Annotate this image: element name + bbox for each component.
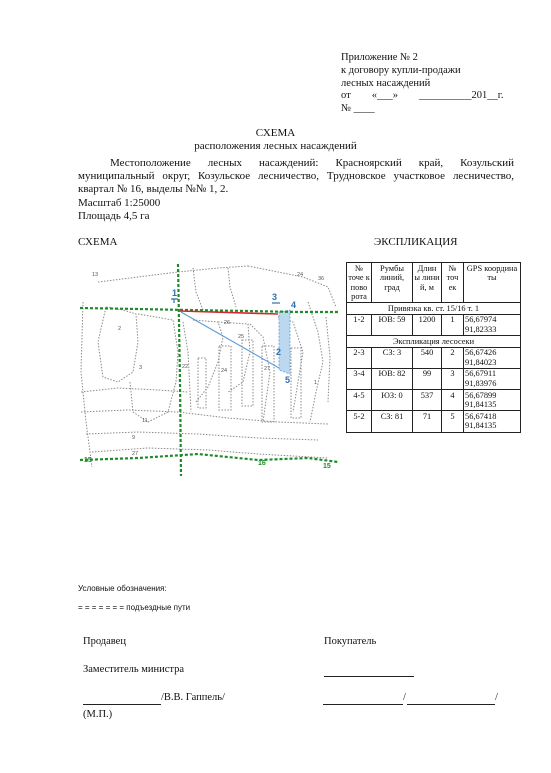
- road-south: [80, 454, 338, 462]
- table-row: [347, 411, 521, 432]
- cell-length: 537: [413, 390, 442, 411]
- buyer-slash-1: /: [403, 692, 406, 703]
- gps-lon: 91,84135: [465, 400, 497, 410]
- cell-gps: [464, 347, 521, 368]
- cell-length: 71: [413, 411, 442, 432]
- map-number: 1: [314, 380, 318, 386]
- gps-lat: 56,67974: [465, 315, 497, 325]
- point-5-label: 5: [285, 375, 291, 385]
- gps-lat: 56,67899: [465, 390, 497, 400]
- map-number: 13: [92, 272, 99, 278]
- explication-table: [346, 262, 521, 433]
- col-header-point: № точе к пово рота: [348, 263, 370, 302]
- appendix-line-2: к договору купли-продажи: [341, 64, 461, 76]
- gps-lon: 91,84023: [465, 357, 497, 367]
- forest-plot-map: [78, 262, 340, 478]
- appendix-line-3: лесных насаждений: [341, 77, 431, 89]
- appendix-line-1: Приложение № 2: [341, 52, 418, 63]
- section-cutting: Экспликация лесосеки: [347, 336, 521, 348]
- appendix-number-line: № ____: [341, 103, 375, 115]
- area-text: Площадь 4,5 га: [78, 210, 150, 222]
- map-number: 22: [182, 364, 189, 370]
- section-binding: Привязка кв. ст. 15/16 т. 1: [347, 303, 521, 315]
- col-header-points: № точ ек: [442, 263, 464, 303]
- cell-bearing: СЗ: 81: [372, 411, 413, 432]
- cell-segment: 5-2: [347, 411, 372, 432]
- point-3-label: 3: [272, 292, 278, 302]
- cell-gps: [464, 411, 521, 432]
- buyer-label: Покупатель: [324, 636, 377, 647]
- point-2-label: 2: [276, 347, 282, 357]
- cell-length: 540: [413, 347, 442, 368]
- gps-lat: 56,67418: [465, 411, 497, 421]
- plot-boundary-line: [180, 311, 278, 314]
- gps-lat: 56,67911: [465, 369, 497, 379]
- cell-bearing: ЮВ: 82: [372, 368, 413, 389]
- cell-gps: [464, 390, 521, 411]
- point-1-label: 1: [172, 288, 178, 298]
- buyer-slash-2: /: [495, 692, 498, 703]
- table-section-row: [347, 336, 521, 348]
- table-row: [347, 314, 521, 335]
- col-header-bearing: Румбы линий, град: [372, 263, 413, 303]
- point-1-marker: [171, 299, 178, 303]
- quarter-number: 16: [258, 460, 266, 467]
- cell-point: 4: [442, 390, 464, 411]
- map-number: 9: [132, 435, 136, 441]
- cell-bearing: СЗ: 3: [372, 347, 413, 368]
- map-number: 11: [142, 418, 148, 424]
- col-header-gps: GPS координа ты: [464, 263, 521, 303]
- cell-gps: [464, 368, 521, 389]
- quarter-number: 15: [323, 463, 331, 470]
- map-number: 2: [118, 326, 122, 332]
- cell-length: 1200: [413, 314, 442, 335]
- document-title: СХЕМА: [255, 127, 296, 139]
- map-number: 27: [264, 366, 271, 372]
- table-row: [347, 390, 521, 411]
- cell-bearing: ЮЗ: 0: [372, 390, 413, 411]
- cell-segment: 2-3: [347, 347, 372, 368]
- map-number: 36: [318, 276, 325, 282]
- gps-lon: 91,82333: [465, 325, 497, 335]
- gps-lon: 91,84135: [465, 421, 497, 431]
- cell-point: 2: [442, 347, 464, 368]
- schema-label: СХЕМА: [78, 236, 118, 248]
- seller-name: /В.В. Гаппель/: [161, 692, 225, 703]
- buyer-signature-line: [323, 704, 403, 705]
- cell-point: 1: [442, 314, 464, 335]
- table-row: [347, 347, 521, 368]
- map-number: 24: [297, 272, 304, 278]
- cell-gps: [464, 314, 521, 335]
- table-section-row: [347, 303, 521, 315]
- cutting-area: [279, 310, 290, 374]
- appendix-header: [341, 52, 503, 116]
- cell-segment: 4-5: [347, 390, 372, 411]
- cell-point: 3: [442, 368, 464, 389]
- seller-label: Продавец: [83, 636, 126, 647]
- table-header-row: [347, 263, 521, 303]
- legend-title: Условные обозначения:: [78, 584, 167, 593]
- buyer-position-line: [324, 676, 414, 677]
- document-subtitle: расположения лесных насаждений: [194, 140, 357, 152]
- legend-access-roads: = = = = = = = подъездные пути: [78, 603, 191, 612]
- table-row: [347, 368, 521, 389]
- road-north-south: [178, 264, 181, 476]
- location-paragraph: Местоположение лесных насаждений: Красноярский край, Козульский муниципальный округ, Козульское лесничество, Трудновское участковое лесничество, квартал № 16, выделы №№ 1, 2.: [78, 157, 514, 195]
- buyer-name-line: [407, 704, 495, 705]
- appendix-date-line: от «___» __________201__г.: [341, 90, 504, 102]
- map-number: 3: [139, 365, 143, 371]
- map-number: 27: [132, 451, 139, 457]
- cell-segment: 3-4: [347, 368, 372, 389]
- scale-text: Масштаб 1:25000: [78, 197, 161, 209]
- map-number: 24: [221, 368, 228, 374]
- map-number: 26: [224, 320, 231, 326]
- point-4-label: 4: [291, 300, 297, 310]
- col-header-length: Длин ы лини й, м: [413, 263, 442, 303]
- cell-length: 99: [413, 368, 442, 389]
- cell-bearing: ЮВ: 59: [372, 314, 413, 335]
- position-label: Заместитель министра: [83, 664, 185, 675]
- quarter-number: 15: [84, 457, 92, 464]
- cell-segment: 1-2: [347, 314, 372, 335]
- map-number: 25: [238, 334, 245, 340]
- gps-lon: 91,83976: [465, 379, 497, 389]
- explication-label: ЭКСПЛИКАЦИЯ: [374, 236, 458, 248]
- gps-lat: 56,67426: [465, 348, 497, 358]
- stamp-label: (М.П.): [83, 709, 113, 720]
- cell-point: 5: [442, 411, 464, 432]
- seller-signature-line: [83, 704, 161, 705]
